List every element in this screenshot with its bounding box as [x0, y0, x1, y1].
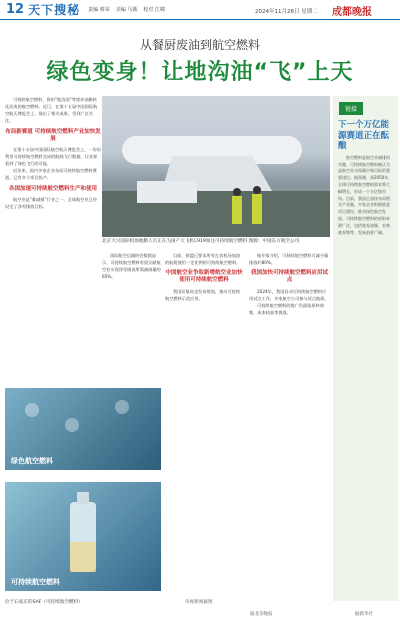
subheading: 布局新赛道 可持续航空燃料产业加快发展	[5, 128, 101, 142]
paragraph: 近年来，国内多家企业布局可持续航空燃料赛道，已有多个项目投产。	[5, 168, 97, 181]
column-3	[249, 252, 330, 316]
editor-tag: 校对 江啸	[143, 7, 165, 13]
editor-tags	[88, 6, 165, 13]
paragraph: 可持续航空燃料的推广仍面临原料收集、成本较高等挑战。	[249, 302, 325, 315]
article-kicker: 从餐厨废油到航空燃料	[139, 38, 260, 52]
fuel-bottle-illustration	[5, 482, 161, 591]
issue-date: 2024年11月26日 星期二	[255, 9, 318, 15]
subheading: 我国加快可持续航空燃料应用试点	[250, 270, 328, 284]
column-2	[165, 252, 243, 302]
intro-paragraph: 可持续航空燃料，即由“地沟油”等废弃油脂转化而成的航空燃料。近日，在第十五届中国国际航空航天博览会上，展出了相关成果，受到广泛关注。	[5, 97, 98, 124]
editor-tag: 美编 马薇	[115, 7, 138, 13]
section-title: 天下搜秘	[28, 3, 81, 17]
paragraph: 航空业是“难减排”行业之一，全球航空业已经设定了净零排放目标。	[5, 196, 97, 209]
page-header	[0, 0, 400, 20]
paragraph: 我国民航局也发布规划，推动可持续航空燃料示范应用。	[165, 288, 241, 301]
newspaper-logo: 成都晚报	[332, 7, 372, 18]
bottom-photo-caption: 位于石家庄的SAF（可持续航空燃料）	[5, 600, 83, 605]
page-number: 12	[6, 2, 25, 17]
sidebar-title: 下一个万亿能源赛道正在酝酿	[338, 120, 390, 152]
article-source: 据北京晚报	[250, 612, 273, 617]
photo-caption: 北京大兴国际机场地勤人员正在为国产大飞机C919加注可持续航空燃料 图源：中国东方航空公司	[102, 239, 300, 244]
subheading: 各国加速可持续航空燃料生产和使用	[8, 185, 97, 192]
column-2-left	[102, 252, 162, 281]
sidebar-tag: 链接	[339, 102, 363, 115]
sidebar-box	[333, 96, 398, 601]
news-screenshot-photo	[5, 388, 161, 470]
photo-source: 央视新闻截图	[185, 600, 213, 605]
article-headline: 绿色变身！让地沟油“飞”上天	[46, 60, 354, 85]
photo-overlay-text: 可持续航空燃料	[11, 578, 60, 586]
subheading: 中国航空业争取新增航空业加快使用可持续航空燃料	[165, 270, 243, 284]
sidebar-body: 航空燃料是航空业减排的关键。可持续航空燃料被认为是航空业实现碳中和目标的重要途径。据预测，到2050年，全球可持续航空燃料需求将大幅增长，形成一个万亿级市场。目前，我国正加快布局相关产业链，多家企业积极推进项目建设，推动绿色航空发展。可持续航空燃料的原料来源广泛，包括废弃油脂、农林废弃物等，发展前景广阔。	[338, 154, 393, 235]
main-photo	[102, 96, 330, 237]
paragraph: 目前，欧盟已要求所有在其机场加油的航班使用一定比例的可持续航空燃料。	[165, 253, 241, 266]
airplane-refuel-illustration	[102, 96, 330, 237]
fuel-bottle-photo	[5, 482, 161, 591]
editor-tag: 责编 蔡荣	[88, 7, 110, 13]
paragraph: 2024年，我国启动可持续航空燃料应用试点工作，多家航空公司参与试点航班。	[249, 288, 329, 301]
paragraph: 据专家介绍，可持续航空燃料可减少碳排放约80%。	[249, 253, 329, 266]
paragraph: 在第十五届中国国际航空航天博览会上，一份份利用可持续航空燃料完成的航线飞行数据，让业界看到了绿色飞行的可能。	[5, 146, 101, 167]
column-1	[5, 96, 101, 210]
photo-overlay-text: 绿色航空燃料	[11, 457, 53, 465]
sidebar-source: 据新华社	[355, 612, 373, 617]
paragraph: 国际航空运输协会数据显示，可持续航空燃料有望贡献航空业实现净零排放所需减排量的65%。	[102, 253, 161, 280]
